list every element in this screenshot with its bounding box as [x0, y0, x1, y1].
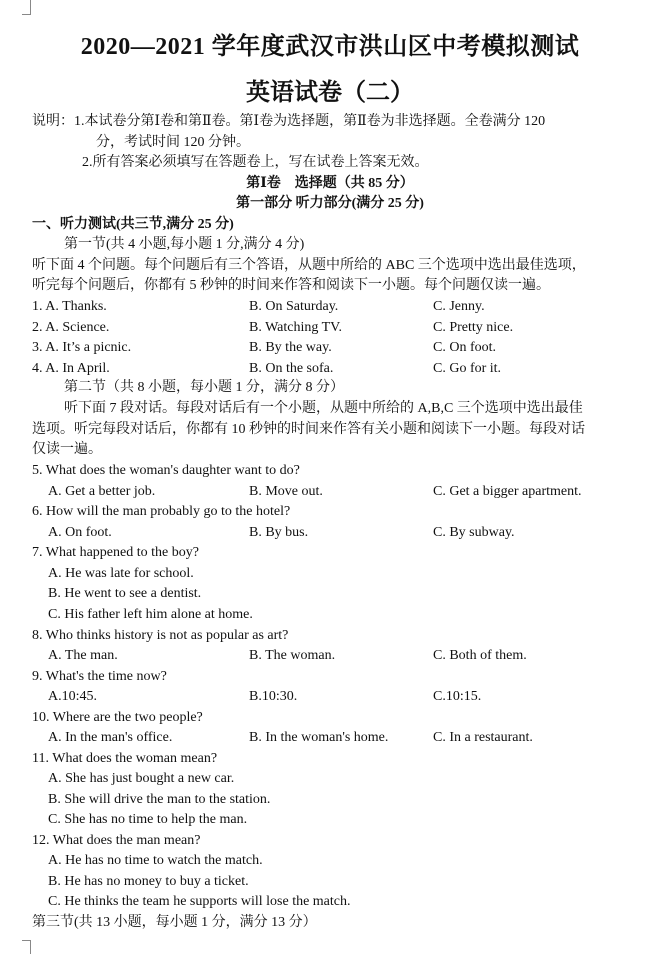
- question-12: 12. What does the man mean?: [32, 833, 201, 848]
- option-a: 4. A. In April.: [32, 361, 110, 376]
- volume-heading: 第Ⅰ卷 选择题（共 85 分）: [246, 176, 414, 191]
- note-1: 说明：1.本试卷分第Ⅰ卷和第Ⅱ卷。第Ⅰ卷为选择题，第Ⅱ卷为非选择题。全卷满分 120: [32, 114, 546, 129]
- option-a: A. On foot.: [48, 525, 112, 540]
- sec2-instruction-end: 仅读一遍。: [32, 442, 102, 457]
- option-a: A. The man.: [48, 648, 118, 663]
- option-c: C. On foot.: [433, 340, 496, 355]
- option-b: B. On Saturday.: [249, 299, 339, 314]
- option-b: B. She will drive the man to the station.: [48, 792, 271, 807]
- option-c: C. His father left him alone at home.: [48, 607, 253, 622]
- option-b: B.10:30.: [249, 689, 298, 704]
- section-heading: 一、听力测试(共三节,满分 25 分): [32, 217, 234, 232]
- option-a: 2. A. Science.: [32, 320, 110, 335]
- option-a: A. He has no time to watch the match.: [48, 853, 263, 868]
- option-a: A.10:45.: [48, 689, 97, 704]
- sec1-label: 第一节(共 4 小题,每小题 1 分,满分 4 分): [64, 237, 305, 252]
- option-a: 3. A. It’s a picnic.: [32, 340, 132, 355]
- sec2-label: 第二节（共 8 小题，每小题 1 分，满分 8 分）: [64, 380, 344, 395]
- sec2-instruction-cont: 选项。听完每段对话后，你都有 10 秒钟的时间来作答有关小题和阅读下一小题。每段对话: [32, 422, 585, 437]
- option-b: B. By bus.: [249, 525, 309, 540]
- sec2-instruction: 听下面 7 段对话。每段对话后有一个小题，从题中所给的 A,B,C 三个选项中选出最佳: [64, 401, 583, 416]
- question-10: 10. Where are the two people?: [32, 710, 203, 725]
- exam-title: 2020—2021 学年度武汉市洪山区中考模拟测试: [80, 34, 580, 60]
- question-6: 6. How will the man probably go to the hotel?: [32, 504, 291, 519]
- question-7: 7. What happened to the boy?: [32, 545, 199, 560]
- exam-subtitle: 英语试卷（二）: [246, 80, 414, 106]
- sec1-instruction-cont: 听完每个问题后，你都有 5 秒钟的时间来作答和阅读下一小题。每个问题仅读一遍。: [32, 278, 550, 293]
- option-b: B. The woman.: [249, 648, 336, 663]
- option-c: C.10:15.: [433, 689, 482, 704]
- note-2: 2.所有答案必须填写在答题卷上，写在试卷上答案无效。: [82, 155, 429, 170]
- sec3-label: 第三节(共 13 小题，每小题 1 分，满分 13 分）: [32, 915, 317, 930]
- note-1-cont: 分，考试时间 120 分钟。: [96, 135, 250, 150]
- option-c: C. Go for it.: [433, 361, 502, 376]
- option-c: C. In a restaurant.: [433, 730, 533, 745]
- option-b: B. He has no money to buy a ticket.: [48, 874, 249, 889]
- option-a: A. She has just bought a new car.: [48, 771, 235, 786]
- option-c: C. He thinks the team he supports will lose the match.: [48, 894, 351, 909]
- option-c: C. Pretty nice.: [433, 320, 514, 335]
- option-a: 1. A. Thanks.: [32, 299, 107, 314]
- option-c: C. Jenny.: [433, 299, 485, 314]
- option-a: A. Get a better job.: [48, 484, 156, 499]
- option-b: B. In the woman's home.: [249, 730, 389, 745]
- sec1-instruction: 听下面 4 个问题。每个问题后有三个答语，从题中所给的 ABC 三个选项中选出最佳选项，: [32, 258, 586, 273]
- question-11: 11. What does the woman mean?: [32, 751, 218, 766]
- option-b: B. Move out.: [249, 484, 323, 499]
- question-8: 8. Who thinks history is not as popular as art?: [32, 628, 289, 643]
- option-b: B. He went to see a dentist.: [48, 586, 202, 601]
- option-c: C. Get a bigger apartment.: [433, 484, 582, 499]
- question-5: 5. What does the woman's daughter want to do?: [32, 463, 300, 478]
- crop-mark-top: [22, 0, 31, 15]
- option-c: C. Both of them.: [433, 648, 527, 663]
- option-c: C. By subway.: [433, 525, 515, 540]
- option-b: B. Watching TV.: [249, 320, 342, 335]
- question-9: 9. What's the time now?: [32, 669, 167, 684]
- option-c: C. She has no time to help the man.: [48, 812, 248, 827]
- option-a: A. He was late for school.: [48, 566, 194, 581]
- option-a: A. In the man's office.: [48, 730, 173, 745]
- part-heading: 第一部分 听力部分(满分 25 分): [236, 196, 424, 211]
- crop-mark-bottom: [22, 940, 31, 954]
- option-b: B. On the sofa.: [249, 361, 334, 376]
- option-b: B. By the way.: [249, 340, 332, 355]
